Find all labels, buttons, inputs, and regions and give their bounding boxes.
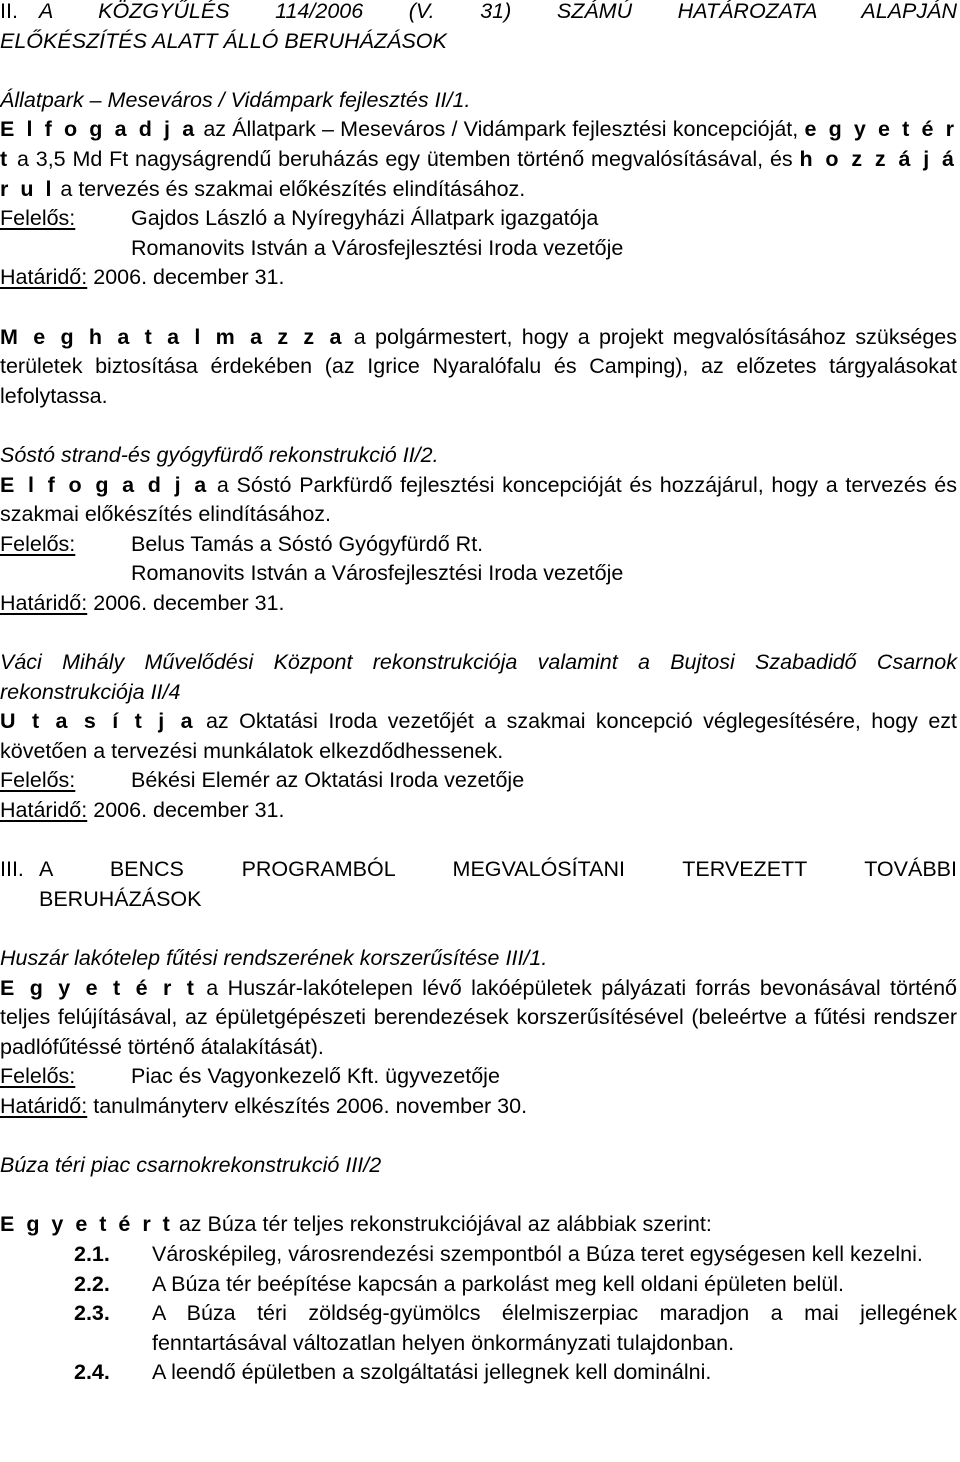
item-2-1-authorisation xyxy=(0,323,957,412)
item-2-1-responsible xyxy=(0,204,957,234)
list-item-number: 2.2. xyxy=(74,1271,110,1296)
resolution-verb: h o z z á j á r u l xyxy=(0,146,957,201)
responsible-person: Békési Elemér az Oktatási Iroda vezetője xyxy=(131,768,525,793)
item-3-1-resolution xyxy=(0,974,957,1063)
section-2-title-line1: A KÖZGYŰLÉS 114/2006 (V. 31) SZÁMÚ HATÁROZATA ALAPJÁN xyxy=(39,0,957,23)
list-item-number: 2.3. xyxy=(74,1301,110,1326)
responsible-label: Felelős: xyxy=(0,206,76,231)
section-3-title-line2: BERUHÁZÁSOK xyxy=(39,886,202,911)
item-3-2-resolution xyxy=(0,1210,957,1240)
list-item xyxy=(0,1299,957,1358)
resolution-verb: E l f o g a d j a xyxy=(0,472,210,497)
section-3-heading xyxy=(0,855,957,885)
responsible-person: Piac és Vagyonkezelő Kft. ügyvezetője xyxy=(131,1064,500,1089)
list-item-text: A Búza tér beépítése kapcsán a parkolást meg kell oldani épületen belül. xyxy=(152,1271,845,1296)
section-3-title-line1: A BENCS PROGRAMBÓL MEGVALÓSÍTANI TERVEZETT TOVÁBBI xyxy=(39,857,957,882)
deadline-label: Határidő: xyxy=(0,265,88,290)
deadline-label: Határidő: xyxy=(0,590,88,615)
deadline-value: tanulmányterv elkészítés 2006. november 30. xyxy=(93,1093,528,1118)
section-2-heading xyxy=(0,0,957,27)
item-3-1-deadline xyxy=(0,1092,957,1122)
resolution-text: a Huszár-lakótelepen lévő lakóépületek pályázati forrás bevonásával történő teljes felújításával, az épületgépészeti berendezések korszerűsítésével (beleértve a fűtési rendszer padlófűtéssé történő átalakítását). xyxy=(0,975,957,1059)
list-item-number: 2.4. xyxy=(74,1360,110,1385)
item-3-2-heading: Búza téri piac csarnokrekonstrukció III/2 xyxy=(0,1153,382,1178)
list-item-number: 2.1. xyxy=(74,1241,110,1266)
item-3-1-heading: Huszár lakótelep fűtési rendszerének korszerűsítése III/1. xyxy=(0,946,548,970)
resolution-verb: E l f o g a d j a xyxy=(0,117,198,142)
item-2-1-resolution xyxy=(0,115,957,204)
resolution-text: a 3,5 Md Ft nagyságrendű beruházás egy ütemben történő megvalósításával, és xyxy=(10,146,800,171)
list-item-text: A Búza téri zöldség-gyümölcs élelmiszerpiac maradjon a mai jellegének fenntartásával változatlan helyen önkormányzati tulajdonban. xyxy=(152,1301,957,1355)
item-2-2-responsible xyxy=(0,530,957,560)
resolution-verb: E g y e t é r t xyxy=(0,1212,173,1237)
resolution-text: az Állatpark – Meseváros / Vidámpark fejlesztési koncepcióját, xyxy=(197,117,805,142)
responsible-label: Felelős: xyxy=(0,1064,76,1089)
list-item-text: Városképileg, városrendezési szempontból a Búza teret egységesen kell kezelni. xyxy=(152,1241,923,1266)
responsible-label: Felelős: xyxy=(0,531,76,556)
resolution-verb: e g y e t é r t xyxy=(0,117,957,171)
item-2-4-responsible xyxy=(0,766,957,796)
deadline-label: Határidő: xyxy=(0,798,88,823)
list-item-text: A leendő épületben a szolgáltatási jellegnek kell dominálni. xyxy=(152,1360,712,1385)
resolution-verb: U t a s í t j a xyxy=(0,709,196,734)
resolution-text: a tervezés és szakmai előkészítés elindításához. xyxy=(54,176,526,201)
item-2-4-heading: Váci Mihály Művelődési Központ rekonstrukciója valamint a Bujtosi Szabadidő Csarnok rekonstrukciója II/4 xyxy=(0,650,957,704)
responsible-label: Felelős: xyxy=(0,768,76,793)
deadline-label: Határidő: xyxy=(0,1093,88,1118)
responsible-person: Belus Tamás a Sóstó Gyógyfürdő Rt. xyxy=(131,531,484,556)
resolution-text: a polgármestert, hogy a projekt megvalósításához szükséges területek biztosítása érdekében (az Igrice Nyaralófalu és Camping), az előzetes tárgyalásokat lefolytassa. xyxy=(0,324,957,408)
responsible-person: Gajdos László a Nyíregyházi Állatpark igazgatója xyxy=(131,206,599,231)
list-item xyxy=(0,1358,957,1388)
section-2-title-line2: ELŐKÉSZÍTÉS ALATT ÁLLÓ BERUHÁZÁSOK xyxy=(0,28,447,53)
section-2-number: II. xyxy=(0,0,18,23)
resolution-text: az Búza tér teljes rekonstrukciójával az alábbiak szerint: xyxy=(172,1212,712,1237)
item-2-4-resolution xyxy=(0,707,957,766)
deadline-value: 2006. december 31. xyxy=(93,590,285,615)
resolution-verb: E g y e t é r t xyxy=(0,975,197,1000)
deadline-value: 2006. december 31. xyxy=(93,265,285,290)
resolution-verb: M e g h a t a l m a z z a xyxy=(0,324,345,349)
item-2-2-deadline xyxy=(0,589,957,619)
responsible-person: Romanovits István a Városfejlesztési Iroda vezetője xyxy=(131,561,624,586)
resolution-text: a Sóstó Parkfürdő fejlesztési koncepcióját és hozzájárul, hogy a tervezés és szakmai előkészítés elindításához. xyxy=(0,472,957,527)
item-2-2-heading: Sóstó strand-és gyógyfürdő rekonstrukció II/2. xyxy=(0,442,439,467)
item-2-1-heading: Állatpark – Meseváros / Vidámpark fejlesztés II/1. xyxy=(0,87,471,112)
deadline-value: 2006. december 31. xyxy=(93,798,285,823)
item-3-1-responsible xyxy=(0,1062,957,1092)
list-item xyxy=(0,1270,957,1300)
item-2-4-deadline xyxy=(0,796,957,826)
item-2-1-deadline xyxy=(0,263,957,293)
responsible-person: Romanovits István a Városfejlesztési Iroda vezetője xyxy=(131,235,624,260)
list-item xyxy=(0,1240,957,1270)
item-2-2-resolution xyxy=(0,471,957,530)
resolution-text: az Oktatási Iroda vezetőjét a szakmai koncepció véglegesítésére, hogy ezt követően a tervezési munkálatok elkezdődhessenek. xyxy=(0,709,957,763)
section-3-number: III. xyxy=(0,857,24,882)
